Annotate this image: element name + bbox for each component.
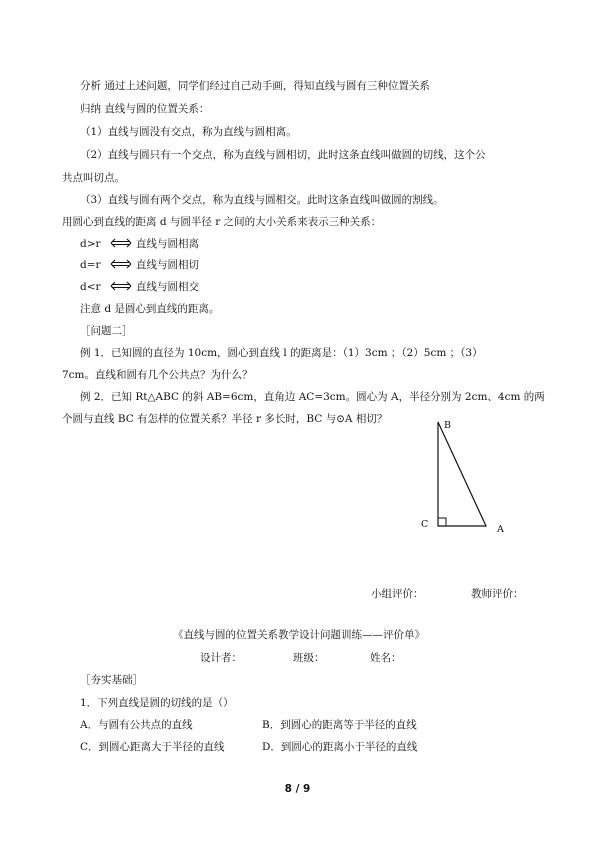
case-3: （3）直线与圆有两个交点，称为直线与圆相交。此时这条直线叫做圆的割线。 bbox=[80, 194, 444, 206]
class-field: 班级： bbox=[293, 652, 325, 664]
right-triangle-figure bbox=[430, 418, 500, 538]
summary-title: 归纳 直线与圆的位置关系： bbox=[80, 103, 210, 115]
example-2-line-2: 个圆与直线 BC 有怎样的位置关系？半径 r 多长时，BC 与⊙A 相切？ bbox=[62, 413, 388, 425]
relation-condition: d<r bbox=[80, 281, 101, 293]
worksheet-title: 《直线与圆的位置关系教学设计问题训练——评价单》 bbox=[173, 629, 425, 641]
option-c: C．到圆心距离大于半径的直线 bbox=[80, 741, 225, 753]
relation-intro: 用圆心到直线的距离 d 与圆半径 r 之间的大小关系来表示三种关系： bbox=[62, 216, 382, 228]
example-2-line-1: 例 2．已知 Rt△ABC 的斜 AB=6cm，直角边 AC=3cm。圆心为 A，半径分别为 2cm、4cm 的两 bbox=[80, 391, 545, 403]
right-angle-mark bbox=[438, 518, 446, 526]
double-arrow-icon bbox=[110, 281, 132, 291]
vertex-a-label: A bbox=[497, 524, 504, 535]
option-a: A．与圆有公共点的直线 bbox=[80, 719, 193, 731]
relation-row-2 bbox=[80, 258, 199, 272]
analysis-text: 分析 通过上述问题，同学们经过自己动手画，得知直线与圆有三种位置关系 bbox=[80, 80, 430, 92]
vertex-b-label: B bbox=[444, 420, 451, 431]
relation-row-3 bbox=[80, 280, 199, 294]
double-arrow-icon bbox=[110, 238, 132, 248]
teacher-evaluation: 教师评价： bbox=[471, 588, 524, 600]
example-1-line-1: 例 1．已知圆的直径为 10cm，圆心到直线 l 的距离是：（1）3cm ；（2）5cm ；（3） bbox=[80, 347, 483, 359]
name-field: 姓名： bbox=[370, 652, 402, 664]
case-2-line-1: （2）直线与圆只有一个交点，称为直线与圆相切，此时这条直线叫做圆的切线，这个公 bbox=[80, 149, 486, 161]
relation-result: 直线与圆相离 bbox=[136, 238, 199, 250]
designer-field: 设计者： bbox=[200, 652, 242, 664]
option-d: D．到圆心的距离小于半径的直线 bbox=[262, 741, 418, 753]
relation-condition: d>r bbox=[80, 238, 101, 250]
question-1: 1．下列直线是圆的切线的是（） bbox=[80, 697, 234, 709]
relation-result: 直线与圆相切 bbox=[136, 259, 199, 271]
option-b: B．到圆心的距离等于半径的直线 bbox=[262, 719, 417, 731]
note-text: 注意 d 是圆心到直线的距离。 bbox=[80, 303, 220, 315]
group-evaluation: 小组评价： bbox=[371, 588, 424, 600]
case-1: （1）直线与圆没有交点，称为直线与圆相离。 bbox=[80, 126, 297, 138]
problem-2-title: ［问题二］ bbox=[80, 325, 133, 337]
basics-title: ［夯实基础］ bbox=[80, 674, 143, 686]
relation-result: 直线与圆相交 bbox=[136, 281, 199, 293]
triangle-outline bbox=[438, 422, 486, 526]
relation-row-1 bbox=[80, 237, 199, 251]
double-arrow-icon bbox=[110, 259, 132, 269]
vertex-c-label: C bbox=[421, 519, 429, 530]
case-2-line-2: 共点叫切点。 bbox=[62, 172, 125, 184]
example-1-line-2: 7cm。直线和圆有几个公共点？为什么？ bbox=[62, 369, 253, 381]
page-number: 8 / 9 bbox=[284, 783, 311, 795]
relation-condition: d=r bbox=[80, 259, 101, 271]
